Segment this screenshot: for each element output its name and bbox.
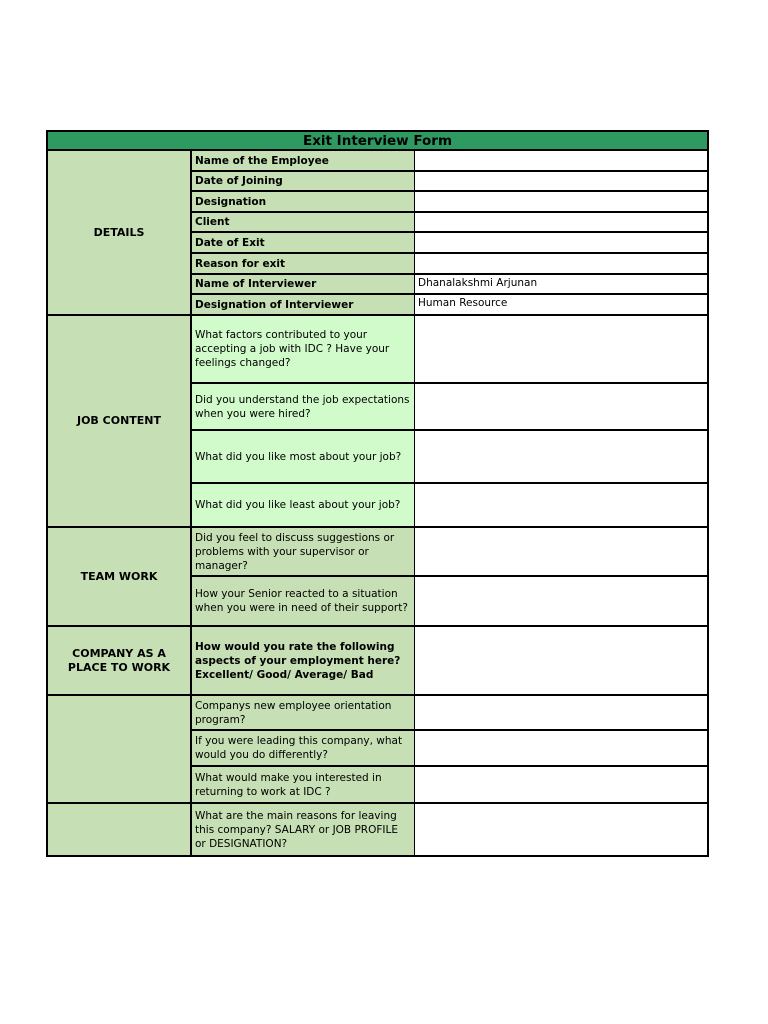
answer-field[interactable] (415, 431, 709, 484)
details-label: Designation (192, 192, 415, 213)
details-value-field[interactable] (415, 275, 709, 295)
details-label: Client (192, 213, 415, 233)
details-value-field[interactable] (415, 172, 709, 192)
answer-field[interactable] (415, 528, 709, 577)
answer-field[interactable] (415, 577, 709, 627)
answer-field[interactable] (415, 731, 709, 767)
details-label: Name of the Employee (192, 151, 415, 172)
question-label: What are the main reasons for leaving this company? SALARY or JOB PROFILE or DESIGNATION? (192, 804, 415, 857)
question-label: Companys new employee orientation program? (192, 696, 415, 731)
details-label: Name of Interviewer (192, 275, 415, 295)
answer-field[interactable] (415, 804, 709, 857)
question-label: What did you like least about your job? (192, 484, 415, 528)
details-label: Date of Exit (192, 233, 415, 254)
section-details: DETAILS (46, 151, 192, 316)
details-value-field[interactable] (415, 151, 709, 172)
exit-interview-form (46, 130, 709, 857)
answer-field[interactable] (415, 316, 709, 384)
details-value: Human Resource (418, 297, 508, 309)
answer-field[interactable] (415, 484, 709, 528)
answer-field[interactable] (415, 384, 709, 431)
details-value-field[interactable] (415, 192, 709, 213)
details-label: Designation of Interviewer (192, 295, 415, 316)
answer-field[interactable] (415, 767, 709, 804)
section-other (46, 696, 192, 804)
details-value-field[interactable] (415, 233, 709, 254)
details-value-field[interactable] (415, 213, 709, 233)
details-label: Reason for exit (192, 254, 415, 275)
details-value-field[interactable] (415, 295, 709, 316)
section-team-work: TEAM WORK (46, 528, 192, 627)
section-last (46, 804, 192, 857)
form-title: Exit Interview Form (46, 130, 709, 151)
section-company: COMPANY AS A PLACE TO WORK (46, 627, 192, 696)
details-label: Date of Joining (192, 172, 415, 192)
answer-field[interactable] (415, 627, 709, 696)
question-label: What did you like most about your job? (192, 431, 415, 484)
question-label: Did you understand the job expectations when you were hired? (192, 384, 415, 431)
question-label: Did you feel to discuss suggestions or problems with your supervisor or manager? (192, 528, 415, 577)
question-label: How your Senior reacted to a situation when you were in need of their support? (192, 577, 415, 627)
answer-field[interactable] (415, 696, 709, 731)
details-value: Dhanalakshmi Arjunan (418, 277, 538, 289)
question-label: What factors contributed to your accepting a job with IDC ? Have your feelings changed? (192, 316, 415, 384)
question-label: How would you rate the following aspects of your employment here? Excellent/ Good/ Average/ Bad (192, 627, 415, 696)
question-label: What would make you interested in returning to work at IDC ? (192, 767, 415, 804)
section-job-content: JOB CONTENT (46, 316, 192, 528)
question-label: If you were leading this company, what would you do differently? (192, 731, 415, 767)
details-value-field[interactable] (415, 254, 709, 275)
